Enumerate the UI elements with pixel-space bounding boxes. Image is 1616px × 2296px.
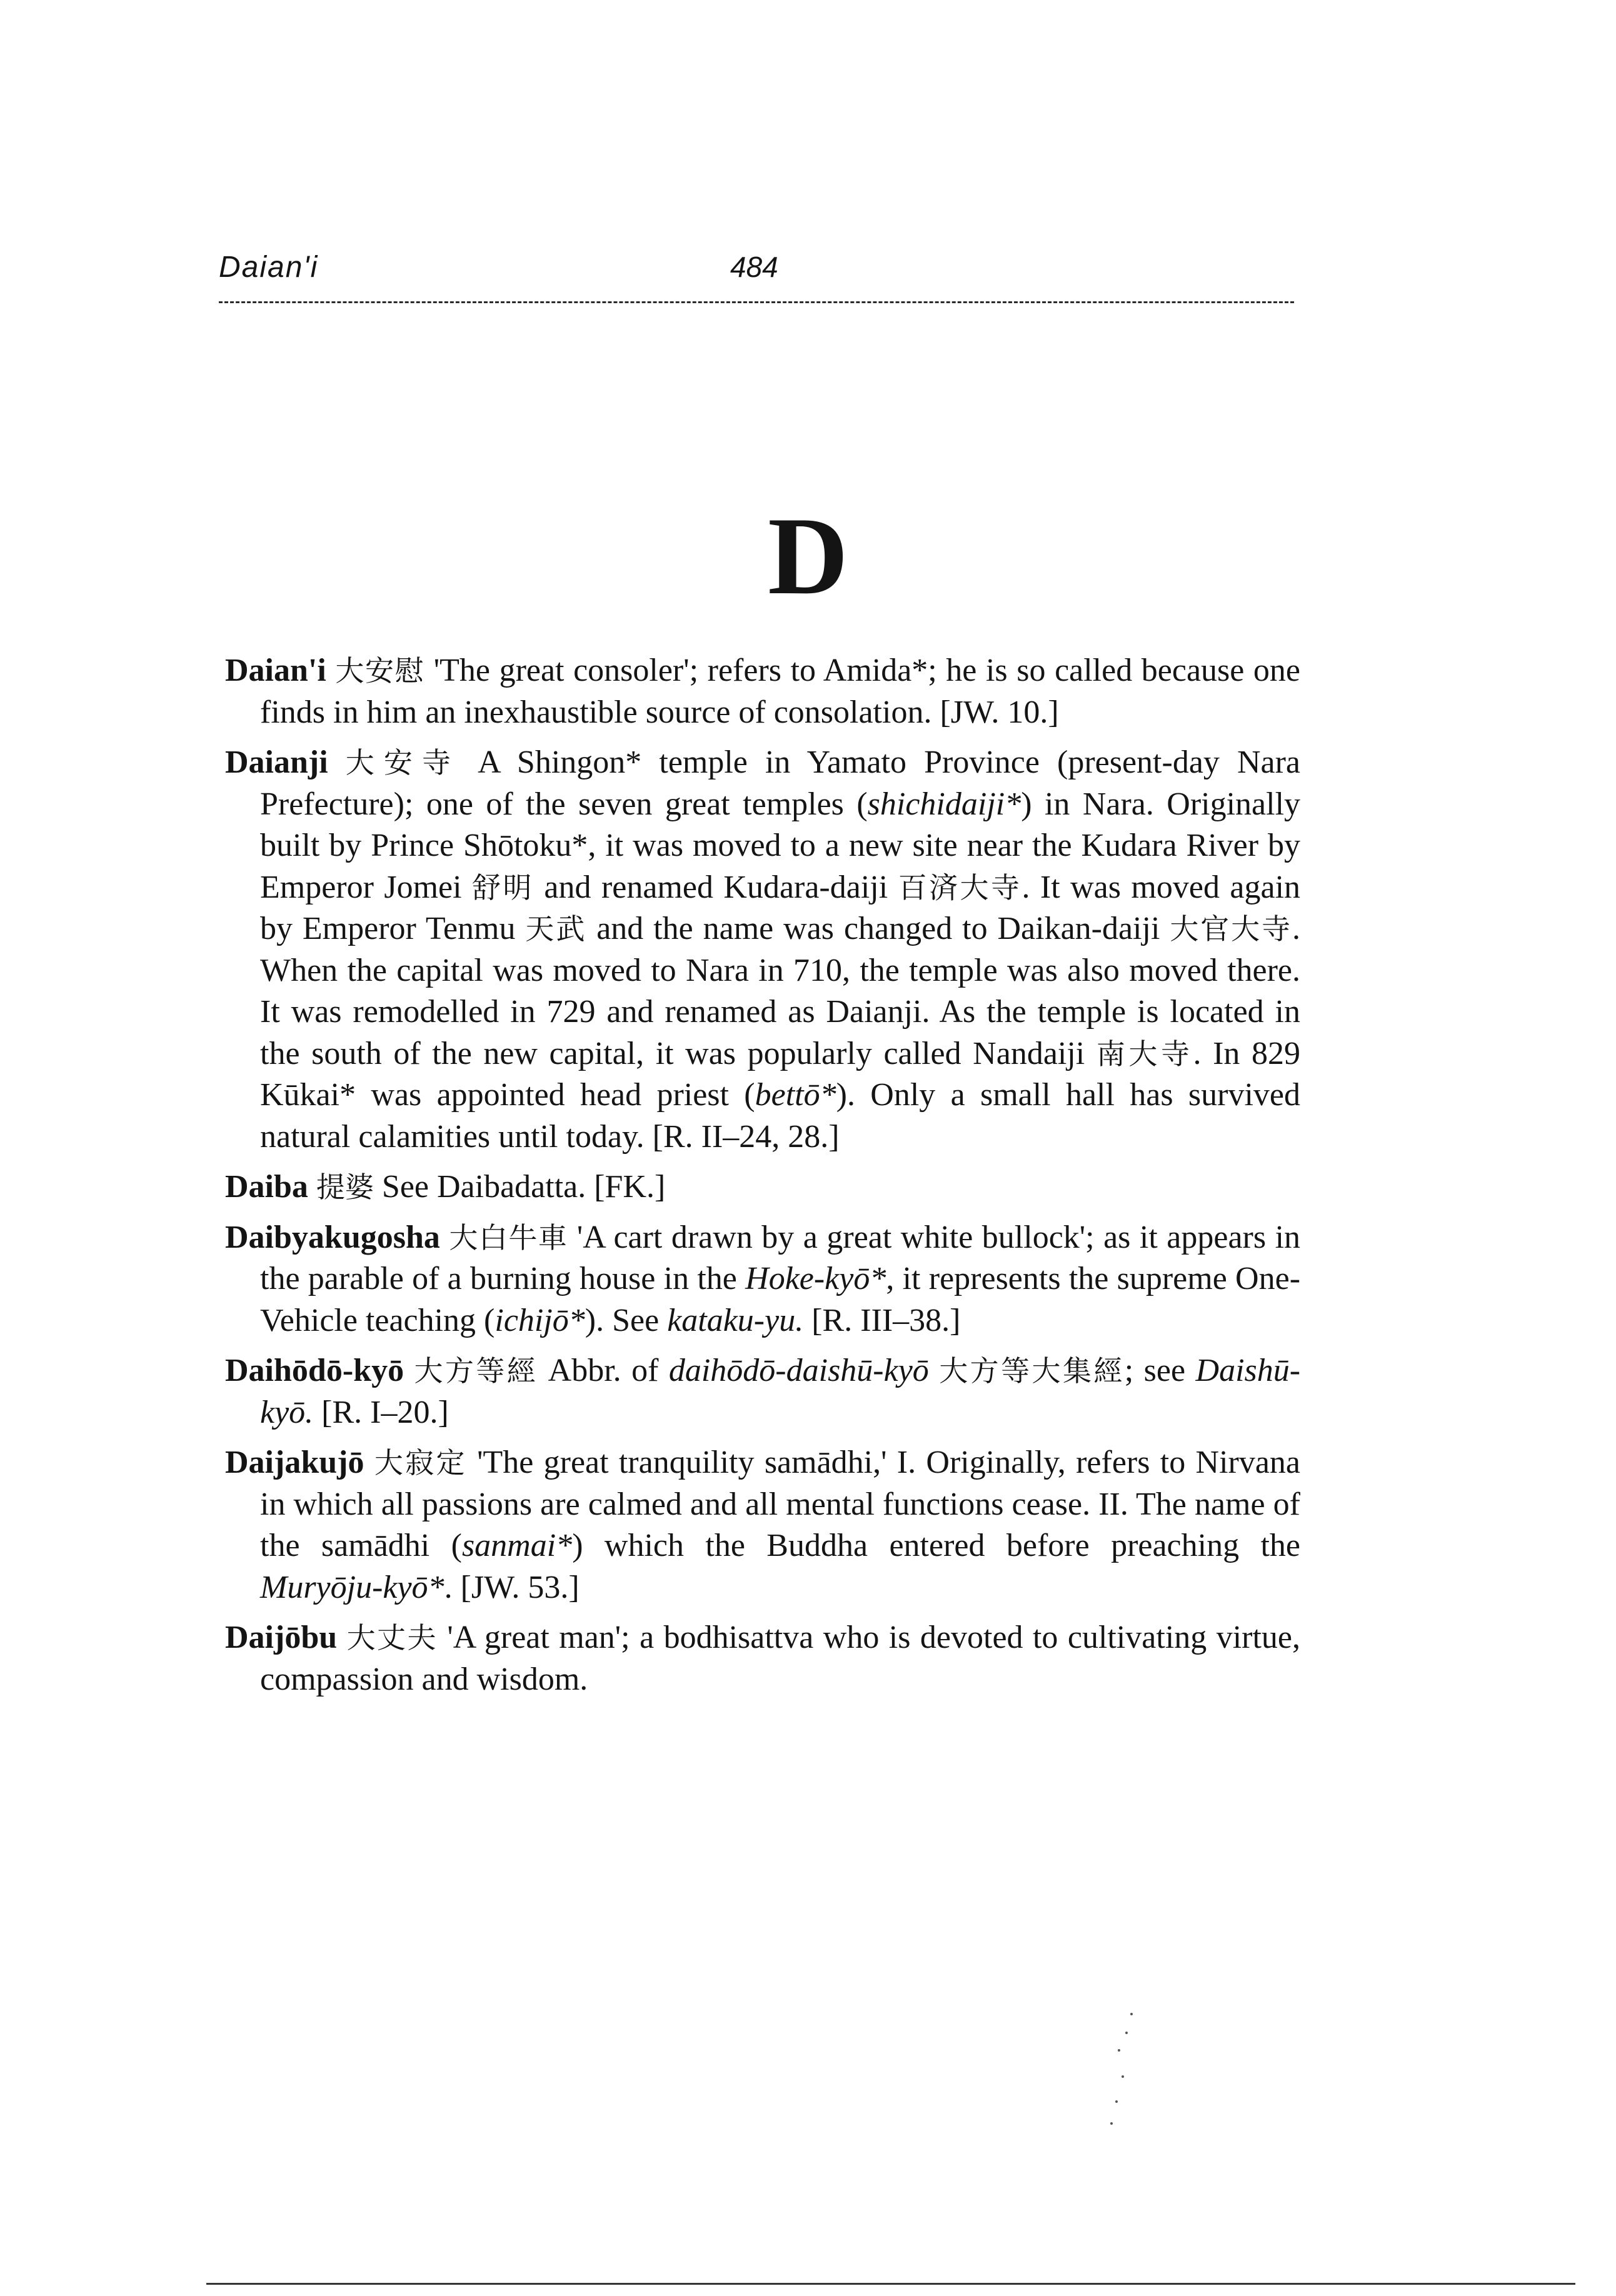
entry-definition: 'A great man'; a bodhisattva who is devoted to cultivating virtue, compassion and wisdom. [260, 1620, 1301, 1697]
scan-specks [1107, 2007, 1144, 2132]
entry-citation: [JW. 10.] [940, 694, 1059, 730]
entry-headword: Daihōdō-kyō [225, 1353, 404, 1388]
entry-definition: See Daibadatta. [381, 1169, 586, 1205]
entry-kanji: 提婆 [316, 1170, 374, 1204]
entry-citation: [R. I–20.] [321, 1394, 449, 1430]
entry-italic-term: sanmai* [461, 1528, 573, 1563]
entry-text: A Shingon* temple in Yamato Province (present-day Nara Prefecture); one of the seven great temples ( [260, 744, 1301, 822]
entry-daiba [225, 1166, 1300, 1208]
entry-text: . [444, 1569, 453, 1605]
entry-kanji: 大安寺 [345, 746, 461, 780]
entry-citation: [R. III–38.] [811, 1302, 961, 1338]
entry-kanji: 大安慰 [335, 654, 425, 688]
entry-text: . It was moved again by Emperor Tenmu [260, 869, 1301, 946]
dictionary-entries [225, 650, 1300, 1709]
page-number: 484 [730, 251, 778, 283]
entry-italic-term: daihōdō-daishū-kyō [668, 1353, 929, 1388]
entry-inline-kanji: 大方等大集經 [939, 1354, 1125, 1388]
entry-citation: [JW. 53.] [460, 1569, 580, 1605]
entry-text: ) in Nara. Originally built by Prince Shōtoku*, it was moved to a new site near the Kudara River by Emperor Jomei [260, 786, 1301, 905]
header-rule [219, 301, 1294, 303]
entry-citation: [R. II–24, 28.] [652, 1118, 840, 1155]
entry-italic-term: shichidaiji* [867, 786, 1021, 822]
entry-kanji: 大丈夫 [346, 1621, 438, 1655]
bottom-rule [206, 2283, 1575, 2285]
entry-headword: Daibyakugosha [225, 1219, 440, 1255]
entry-text: and renamed Kudara-daiji [544, 869, 888, 905]
entry-text: 'A cart drawn by a great white bullock'; as it appears in the parable of a burning house in the [260, 1219, 1301, 1296]
entry-italic-term: kataku-yu. [667, 1302, 804, 1338]
entry-text: ) which the Buddha entered before preaching the [572, 1528, 1300, 1563]
entry-italic-term: Daishū-kyō. [260, 1353, 1301, 1430]
entry-kanji: 大白牛車 [449, 1220, 568, 1255]
entry-inline-kanji: 舒明 [472, 870, 534, 905]
entry-text: Abbr. of [548, 1353, 659, 1388]
entry-daijakujo [225, 1442, 1300, 1608]
entry-italic-term: Muryōju-kyō* [260, 1569, 444, 1605]
entry-text: . When the capital was moved to Nara in 710, the temple was also moved there. It was remodelled in 729 and renamed as Daianji. As the temple is located in the south of the new capital, it was popularly called Nandaiji [260, 911, 1300, 1071]
entry-headword: Daianji [225, 744, 328, 780]
entry-text: ). Only a small hall has survived natural calamities until today. [260, 1077, 1300, 1155]
entry-kanji: 大方等經 [414, 1354, 538, 1388]
entry-headword: Daian'i [225, 653, 326, 688]
section-letter: D [768, 494, 848, 618]
entry-citation: [FK.] [594, 1169, 666, 1205]
running-head-word: Daian'i [219, 251, 319, 284]
entry-italic-term: ichijō* [494, 1302, 585, 1338]
entry-text: , it represents the supreme One-Vehicle teaching ( [260, 1261, 1301, 1338]
entry-inline-kanji: 大官大寺 [1170, 912, 1292, 946]
running-head [219, 250, 1294, 304]
entry-inline-kanji: 南大寺 [1096, 1036, 1193, 1071]
entry-inline-kanji: 百済大寺 [898, 870, 1022, 905]
entry-text: and the name was changed to Daikan-daiji [596, 911, 1160, 946]
entry-text: ). See [585, 1302, 660, 1338]
entry-text: . In 829 Kūkai* was appointed head priest ( [260, 1035, 1301, 1113]
entry-headword: Daiba [225, 1169, 308, 1205]
entry-kanji: 大寂定 [374, 1446, 467, 1480]
entry-daijobu [225, 1617, 1300, 1700]
entry-daianji [225, 742, 1300, 1158]
entry-headword: Daijakujō [225, 1445, 364, 1480]
entry-text: 'The great tranquility samādhi,' I. Originally, refers to Nirvana in which all passions are calmed and all mental functions cease. II. The name of the samādhi ( [260, 1445, 1301, 1563]
entry-daibyakugosha [225, 1217, 1300, 1342]
entry-italic-term: bettō* [755, 1077, 836, 1113]
entry-text: ; see [1124, 1353, 1186, 1388]
entry-definition: 'The great consoler'; refers to Amida*; he is so called because one finds in him an inexhaustible source of consolation. [260, 653, 1301, 730]
entry-daihodo-kyo [225, 1350, 1300, 1433]
entry-inline-kanji: 天武 [525, 912, 587, 946]
entry-headword: Daijōbu [225, 1620, 338, 1655]
entry-italic-term: Hoke-kyō* [745, 1261, 886, 1296]
entry-daiani [225, 650, 1300, 733]
